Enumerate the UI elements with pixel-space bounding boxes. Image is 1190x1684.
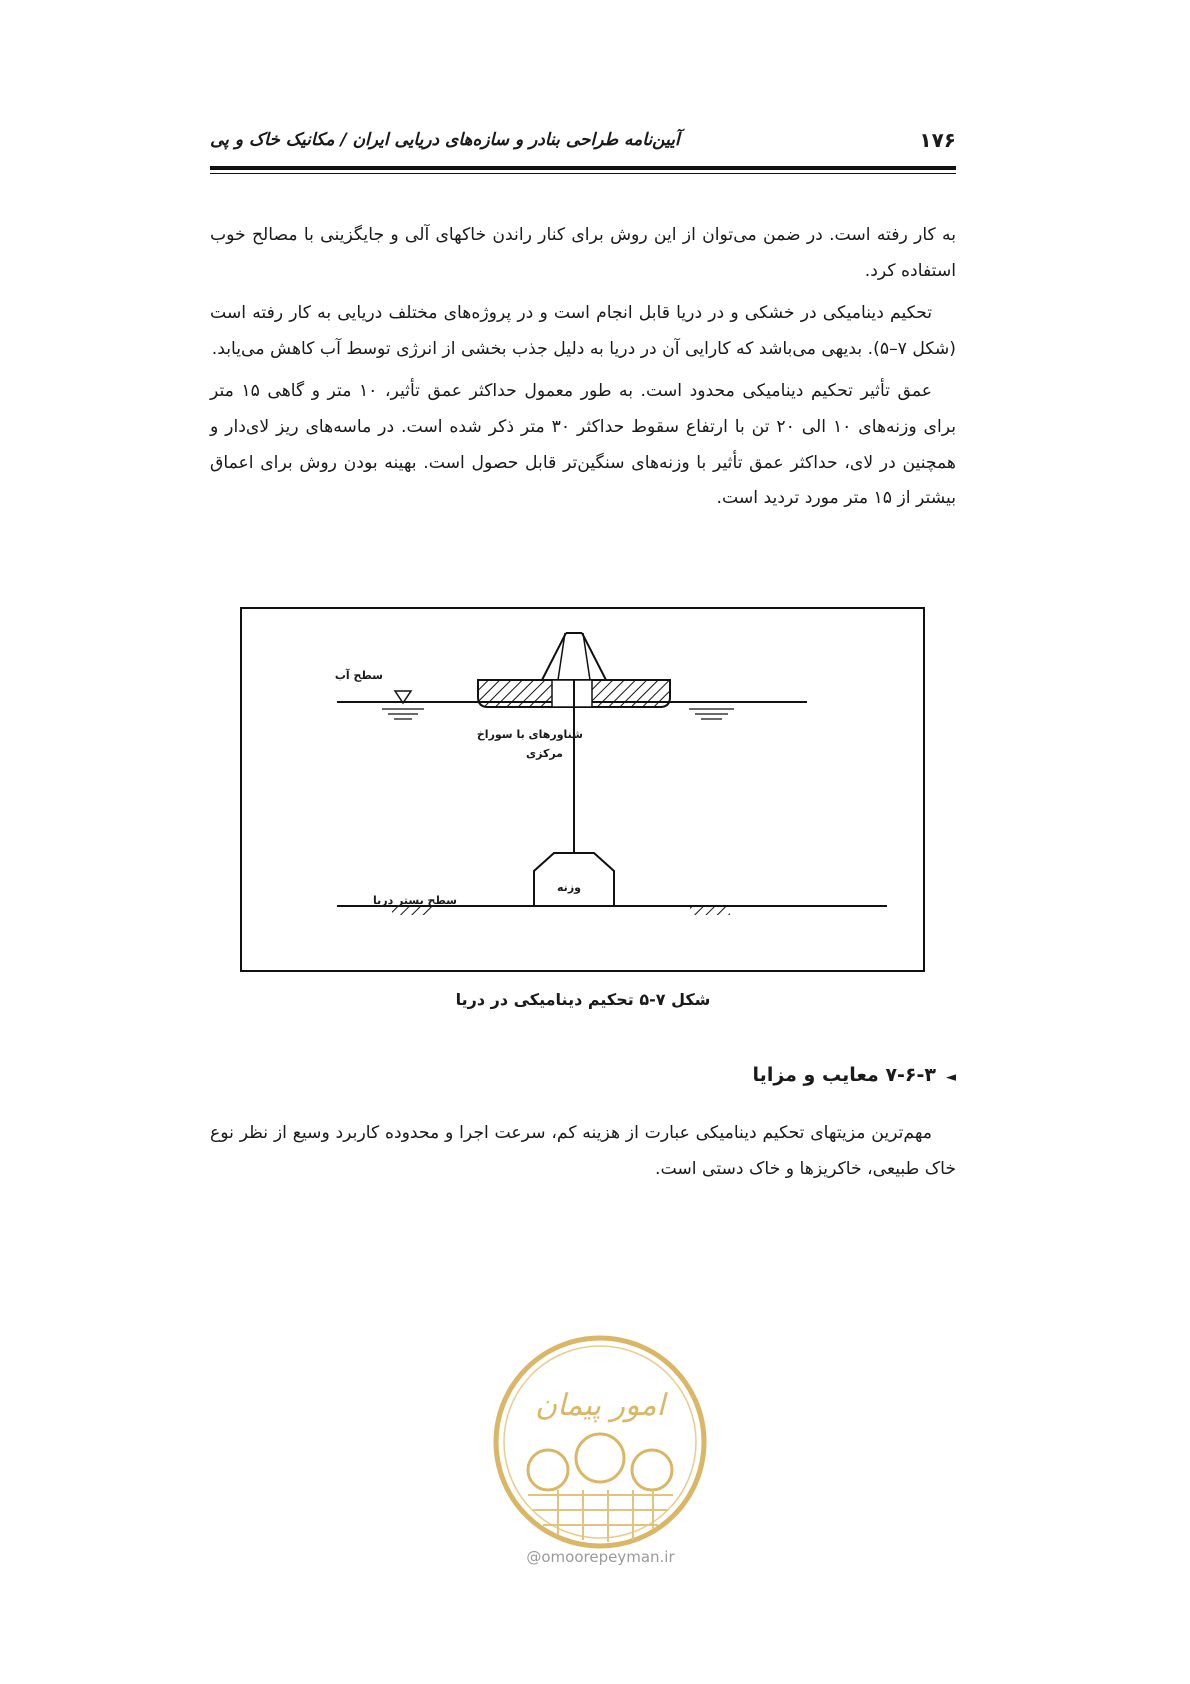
gear-icon [528,1434,672,1490]
section-marker-icon: ◄ [946,1070,956,1085]
running-head [210,128,956,160]
watermark-url: @omoorepeyman.ir [526,1548,675,1566]
body-text-top [210,218,956,524]
header-rule-thick [210,166,956,170]
paragraph-3: عمق تأثیر تحکیم دینامیکی محدود است. به طور معمول حداکثر عمق تأثیر، ۱۰ متر و گاهی ۱۵ متر برای وزنه‌های ۱۰ الی ۲۰ تن با ارتفاع سقوط حداکثر ۳۰ متر ذکر شده است. در ماسه‌های ریز لای‌دار و همچنین در لای، حداکثر عمق تأثیر با وزنه‌های سنگین‌تر قابل حصول است. بهینه بودن روش برای اعماق بیشتر از ۱۵ متر مورد تردید است. [210,381,957,509]
label-weight: وزنه [557,881,581,894]
label-float-line1: شناورهای با سوراخ [476,728,583,741]
watermark-text: امور پیمان [535,1388,665,1423]
label-water-surface: سطح آب [334,669,383,682]
weight [534,853,614,906]
paragraph-2: تحکیم دینامیکی در خشکی و در دریا قابل انجام است و در پروژه‌های مختلف دریایی به کار رفته است (شکل ۷–۵). بدیهی می‌باشد که کارایی آن در دریا به دلیل جذب بخشی از انرژی توسط آب کاهش می‌یابد. [210,303,956,359]
paragraph-1: به کار رفته است. در ضمن می‌توان از این روش برای کنار راندن خاکهای آلی و جایگزینی با مصالح خوب استفاده کرد. [210,225,956,281]
section-heading-text: ۷-۶-۳ معایب و مزایا [752,1064,936,1086]
figure-drawing [242,609,927,974]
figure-dynamic-compaction [240,607,925,972]
header-rule-thin [210,173,956,174]
figure-caption: شکل ۷-۵ تحکیم دینامیکی در دریا [455,990,711,1009]
header-title: آیین‌نامه طراحی بنادر و سازه‌های دریایی ایران / مکانیک خاک و پی [210,130,680,150]
body-text-bottom [210,1116,956,1194]
section-heading [210,1064,956,1086]
seabed-hatch-right [690,907,730,915]
crane-frame [542,633,606,680]
seabed-hatch-left [392,907,432,915]
page-number: ۱۷۶ [919,128,956,152]
float-center-hole [552,680,592,707]
water-surface-symbol [382,691,424,719]
label-float-line2: مرکزی [526,747,563,760]
label-seabed: سطح بستر دریا [372,894,457,907]
water-lines-right [689,709,734,719]
watermark-logo [488,1330,713,1575]
section-paragraph: مهم‌ترین مزیتهای تحکیم دینامیکی عبارت از هزینه کم، سرعت اجرا و محدوده کاربرد وسیع از نظر نوع خاک طبیعی، خاکریزها و خاک دستی است. [210,1123,956,1179]
